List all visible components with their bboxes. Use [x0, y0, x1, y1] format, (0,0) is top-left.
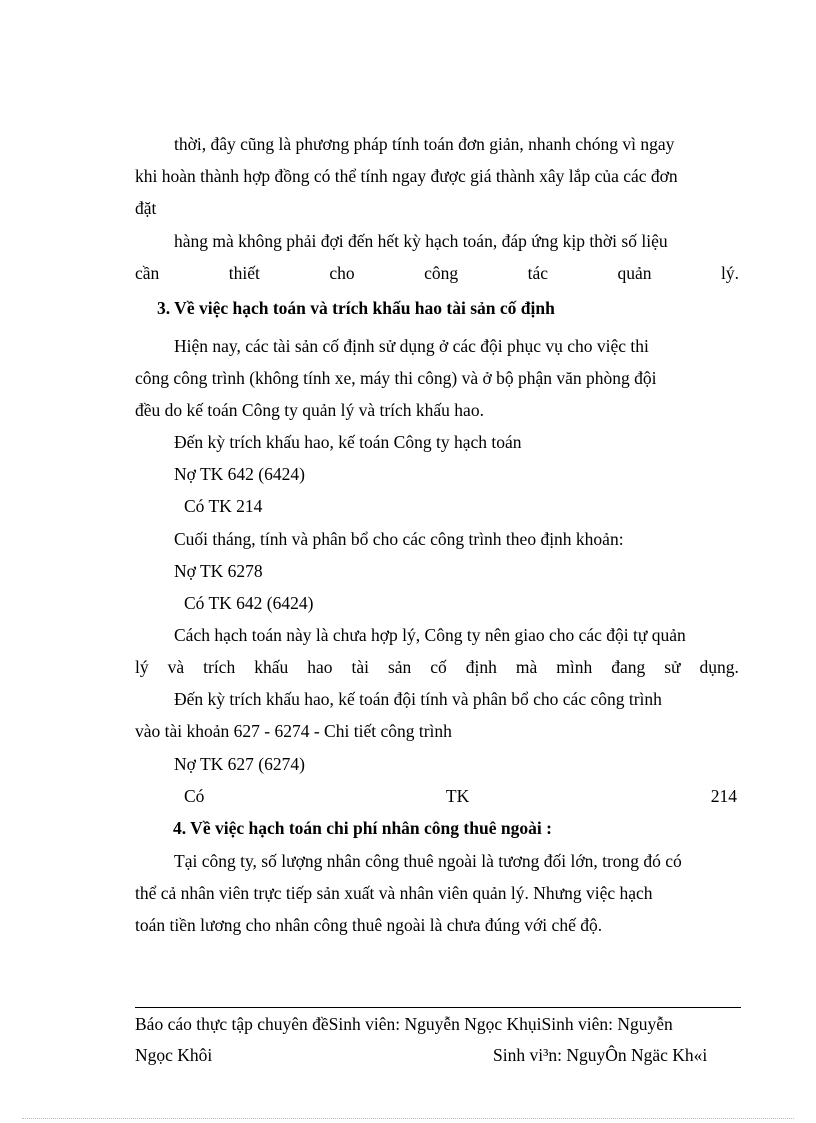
paragraph-3-line-2: công công trình (không tính xe, máy thi công) và ở bộ phận văn phòng đội [135, 368, 657, 388]
word: mà [515, 657, 538, 677]
word: sản [387, 657, 412, 677]
paragraph-2-line-1: hàng mà không phải đợi đến hết kỳ hạch toán, đáp ứng kịp thời số liệu [174, 231, 668, 251]
section-heading-4: 4. Về việc hạch toán chi phí nhân công thuê ngoài : [173, 818, 552, 838]
word: cố [430, 657, 447, 677]
word: công [424, 263, 459, 283]
paragraph-8-line-3: toán tiền lương cho nhân công thuê ngoài là chưa đúng với chế độ. [135, 915, 603, 935]
word: dụng. [699, 657, 739, 677]
word: khấu [254, 657, 289, 677]
paragraph-3-line-3: đều do kế toán Công ty quản lý và trích khấu hao. [135, 400, 484, 420]
paragraph-4: Đến kỳ trích khấu hao, kế toán Công ty hạch toán [174, 432, 522, 452]
section-heading-3: 3. Về việc hạch toán và trích khấu hao tài sản cố định [157, 298, 555, 318]
word: tài [351, 657, 369, 677]
word: TK [445, 786, 470, 806]
paragraph-2-line-2 [135, 263, 739, 283]
entry-debit-2: Nợ TK 6278 [174, 561, 263, 581]
footer-author-left: Ngọc Khôi [135, 1045, 213, 1065]
footer-line-2 [135, 1045, 741, 1065]
paragraph-6-line-2 [135, 657, 739, 677]
paragraph-6-line-1: Cách hạch toán này là chưa hợp lý, Công ty nên giao cho các đội tự quản [174, 625, 686, 645]
word: hao [307, 657, 333, 677]
word: cần [135, 263, 160, 283]
paragraph-8-line-1: Tại công ty, số lượng nhân công thuê ngoài là tương đối lớn, trong đó có [174, 851, 682, 871]
entry-credit-1: Có TK 214 [184, 496, 263, 516]
word: 214 [710, 786, 737, 806]
paragraph-7-line-2: vào tài khoản 627 - 6274 - Chi tiết công trình [135, 721, 452, 741]
word: quản [617, 263, 652, 283]
footer-line-1: Báo cáo thực tập chuyên đềSinh viên: Nguyễn Ngọc KhụiSinh viên: Nguyễn [135, 1014, 673, 1034]
word: thiết [228, 263, 260, 283]
word: cho [329, 263, 355, 283]
word: mình [556, 657, 593, 677]
footer-divider [135, 1007, 741, 1008]
word: tác [527, 263, 548, 283]
word: đang [611, 657, 646, 677]
paragraph-7-line-1: Đến kỳ trích khấu hao, kế toán đội tính và phân bổ cho các công trình [174, 689, 662, 709]
page-bottom-edge [22, 1118, 794, 1119]
paragraph-5: Cuối tháng, tính và phân bổ cho các công trình theo định khoản: [174, 529, 624, 549]
paragraph-8-line-2: thể cả nhân viên trực tiếp sản xuất và nhân viên quản lý. Nhưng việc hạch [135, 883, 653, 903]
entry-credit-3 [184, 786, 737, 806]
word: Có [184, 786, 205, 806]
footer-author-right: Sinh vi³n: NguyÔn Ngäc Kh«i [493, 1045, 708, 1065]
word: sử [664, 657, 681, 677]
word: lý [135, 657, 149, 677]
paragraph-1-line-3: đặt [135, 198, 157, 218]
paragraph-1-line-1: thời, đây cũng là phương pháp tính toán đơn giản, nhanh chóng vì ngay [174, 134, 675, 154]
word: trích [203, 657, 236, 677]
entry-debit-3: Nợ TK 627 (6274) [174, 754, 305, 774]
paragraph-3-line-1: Hiện nay, các tài sản cố định sử dụng ở các đội phục vụ cho việc thi [174, 336, 649, 356]
word: định [465, 657, 497, 677]
word: lý. [720, 263, 739, 283]
entry-credit-2: Có TK 642 (6424) [184, 593, 314, 613]
entry-debit-1: Nợ TK 642 (6424) [174, 464, 305, 484]
word: và [167, 657, 185, 677]
paragraph-1-line-2: khi hoàn thành hợp đồng có thể tính ngay được giá thành xây lắp của các đơn [135, 166, 678, 186]
